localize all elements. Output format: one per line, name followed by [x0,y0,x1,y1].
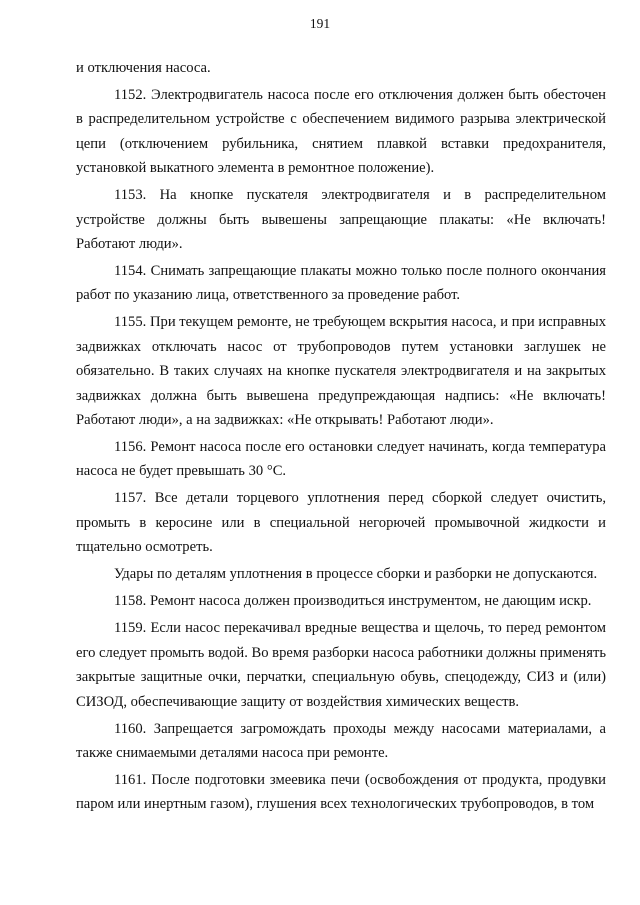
document-body [76,56,606,817]
paragraph-1154: 1154. Снимать запрещающие плакаты можно только после полного окончания работ по указанию лица, ответственного за проведение работ. [76,263,606,304]
paragraph-1155: 1155. При текущем ремонте, не требующем вскрытия насоса, и при исправных задвижках отключать насос от трубопроводов путем установки заглушек не обязательно. В таких случаях на кнопке пускателя электродвигателя и на закрытых задвижках должна быть вывешена предупреждающая надпись: «Не включать! Работают люди», а на задвижках: «Не открывать! Работают люди». [76,314,606,429]
paragraph-1160: 1160. Запрещается загромождать проходы между насосами материалами, а также снимаемыми деталями насоса при ремонте. [76,720,606,761]
paragraph-continuation: и отключения насоса. [76,60,211,76]
paragraph-1153: 1153. На кнопке пускателя электродвигателя и в распределительном устройстве должны быть вывешены запрещающие плакаты: «Не включать! Работают люди». [76,187,606,253]
paragraph-1161: 1161. После подготовки змеевика печи (освобождения от продукта, продувки паром или инертным газом), глушения всех технологических трубопроводов, в том [76,771,606,813]
paragraph-1159: 1159. Если насос перекачивал вредные вещества и щелочь, то перед ремонтом его следует промыть водой. Во время разборки насоса работники должны применять закрытые защитные очки, перчатки, специальную обувь, спецодежду, СИЗ и (или) СИЗОД, обеспечивающие защиту от воздействия химических веществ. [76,620,606,710]
paragraph-1157: 1157. Все детали торцевого уплотнения перед сборкой следует очистить, промыть в керосине или в специальной негорючей промывочной жидкости и тщательно осмотреть. [76,490,606,556]
paragraph-1157-note: Удары по деталям уплотнения в процессе сборки и разборки не допускаются. [114,566,598,583]
paragraph-1152: 1152. Электродвигатель насоса после его отключения должен быть обесточен в распределительном устройстве с обеспечением видимого разрыва электрической цепи (отключением рубильника, снятием плавкой вставки предохранителя, установкой выкатного элемента в ремонтное положение). [76,87,606,177]
page-number: 191 [309,16,331,31]
paragraph-1158: 1158. Ремонт насоса должен производиться инструментом, не дающим искр. [114,593,592,610]
paragraph-1156: 1156. Ремонт насоса после его остановки следует начинать, когда температура насоса не будет превышать 30 °С. [76,439,606,480]
